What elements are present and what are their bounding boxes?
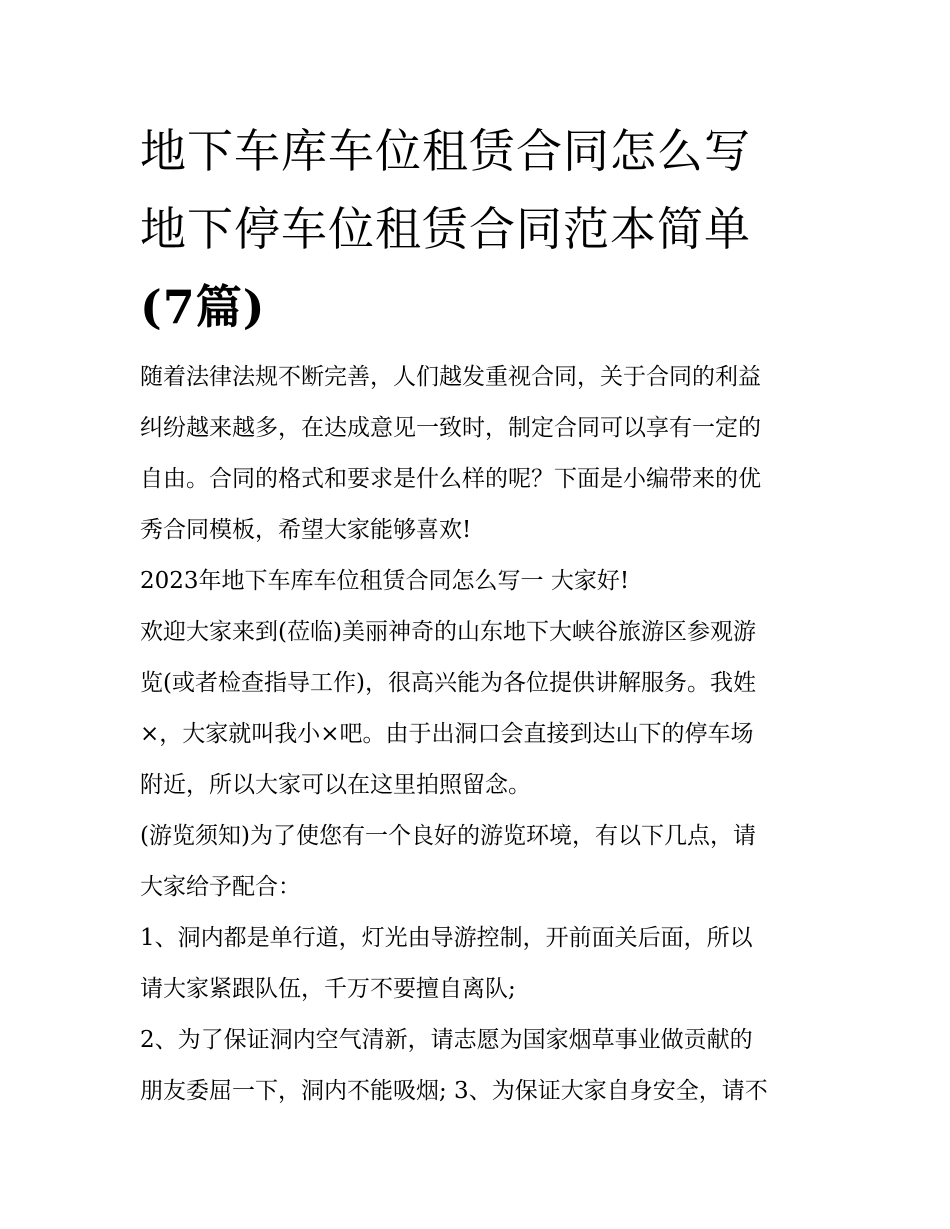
document-title bbox=[140, 112, 820, 346]
body-line: 1、洞内都是单行道，灯光由导游控制，开前面关后面，所以 bbox=[140, 925, 753, 951]
body-line: 欢迎大家来到(莅临)美丽神奇的山东地下大峡谷旅游区参观游 bbox=[140, 619, 756, 645]
body-line: 随着法律法规不断完善，人们越发重视合同，关于合同的利益 bbox=[140, 364, 761, 390]
document-body bbox=[140, 352, 820, 1117]
title-line-2: 地下停车位租赁合同范本简单 bbox=[140, 202, 751, 256]
body-line: 附近，所以大家可以在这里拍照留念。 bbox=[140, 772, 531, 798]
title-line-3: (7篇) bbox=[140, 280, 266, 334]
body-line: 览(或者检查指导工作)，很高兴能为各位提供讲解服务。我姓 bbox=[140, 670, 756, 696]
body-line: 朋友委屈一下，洞内不能吸烟; 3、为保证大家自身安全，请不 bbox=[140, 1078, 768, 1104]
body-line: 大家给予配合： bbox=[140, 874, 301, 900]
body-line: 自由。合同的格式和要求是什么样的呢？下面是小编带来的优 bbox=[140, 466, 761, 492]
body-line: 请大家紧跟队伍，千万不要擅自离队; bbox=[140, 976, 516, 1002]
document-page bbox=[140, 112, 820, 1117]
body-line: ×，大家就叫我小×吧。由于出洞口会直接到达山下的停车场 bbox=[140, 721, 754, 747]
body-line: 2023年地下车库车位租赁合同怎么写一 大家好! bbox=[140, 568, 630, 594]
body-line: 纠纷越来越多，在达成意见一致时，制定合同可以享有一定的 bbox=[140, 415, 761, 441]
body-line: 2、为了保证洞内空气清新，请志愿为国家烟草事业做贡献的 bbox=[140, 1027, 753, 1053]
title-line-1: 地下车库车位租赁合同怎么写 bbox=[140, 124, 751, 178]
body-line: 秀合同模板，希望大家能够喜欢! bbox=[140, 517, 472, 543]
body-line: (游览须知)为了使您有一个良好的游览环境，有以下几点，请 bbox=[140, 823, 756, 849]
